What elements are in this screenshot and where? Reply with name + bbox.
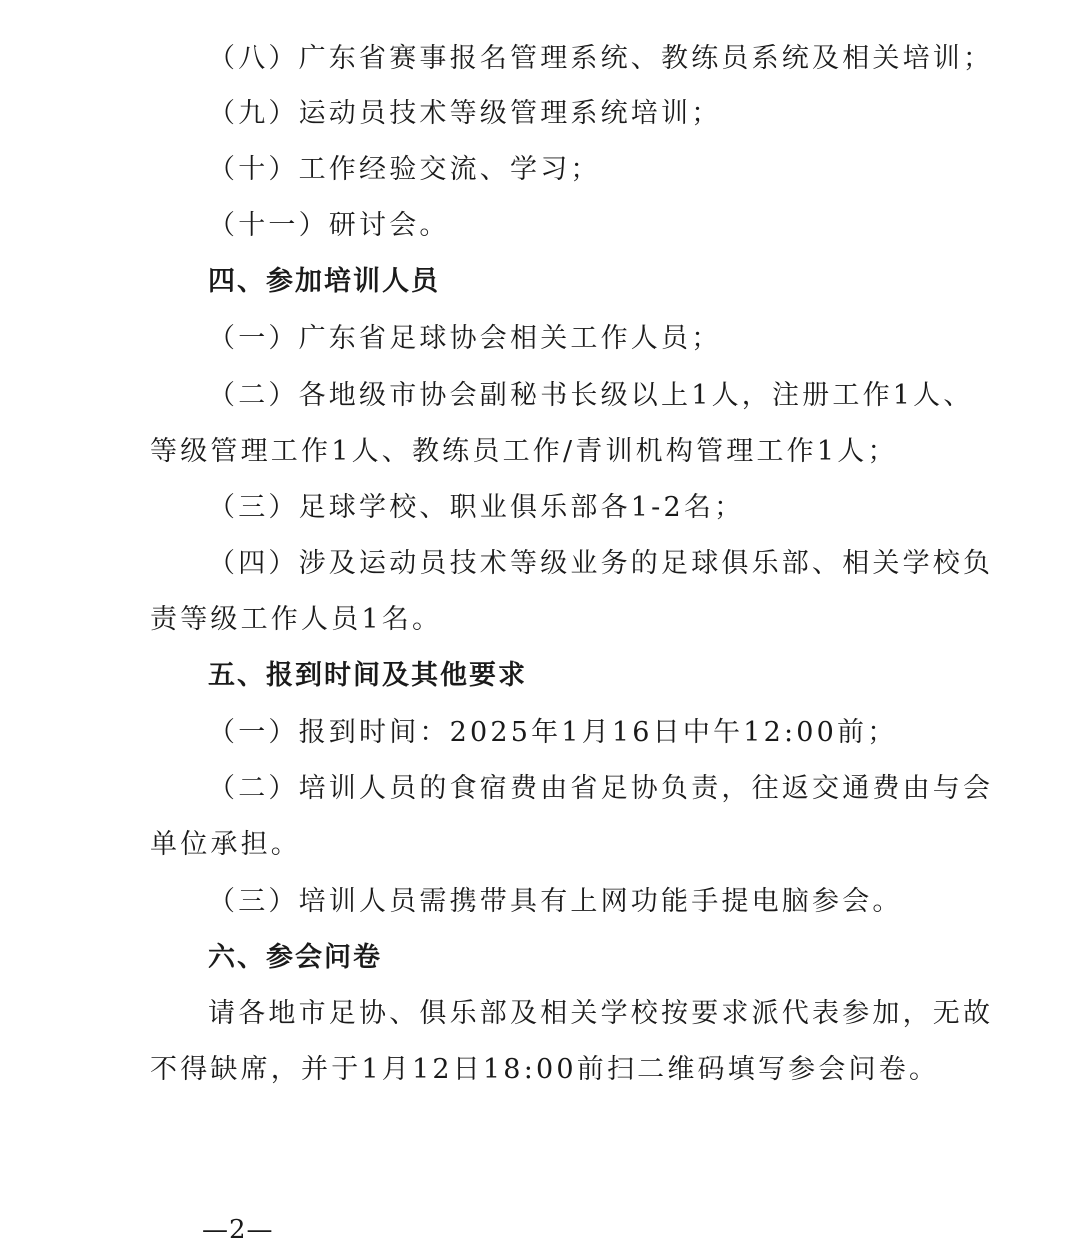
requirements-item-1: （一）报到时间：2025年1月16日中午12:00前； xyxy=(208,717,898,748)
participants-item-2-line-1: （二）各地级市协会副秘书长级以上1人，注册工作1人、 xyxy=(208,380,974,411)
participants-item-4-line-2: 责等级工作人员1名。 xyxy=(150,604,443,635)
item-11-seminar: （十一）研讨会。 xyxy=(208,210,450,241)
page-number: —2— xyxy=(202,1215,274,1245)
requirements-item-2-line-1: （二）培训人员的食宿费由省足协负责，往返交通费由与会 xyxy=(208,773,994,804)
section-heading-4: 四、参加培训人员 xyxy=(208,266,440,297)
item-8-training: （八）广东省赛事报名管理系统、教练员系统及相关培训； xyxy=(208,43,994,74)
participants-item-1: （一）广东省足球协会相关工作人员； xyxy=(208,323,722,354)
requirements-item-3: （三）培训人员需携带具有上网功能手提电脑参会。 xyxy=(208,886,903,917)
questionnaire-paragraph-line-2: 不得缺席，并于1月12日18:00前扫二维码填写参会问卷。 xyxy=(150,1054,940,1085)
requirements-item-2-line-2: 单位承担。 xyxy=(150,829,301,860)
section-heading-6: 六、参会问卷 xyxy=(208,942,382,973)
participants-item-4-line-1: （四）涉及运动员技术等级业务的足球俱乐部、相关学校负 xyxy=(208,548,994,579)
section-heading-5: 五、报到时间及其他要求 xyxy=(208,660,527,691)
participants-item-3: （三）足球学校、职业俱乐部各1-2名； xyxy=(208,492,745,523)
participants-item-2-line-2: 等级管理工作1人、教练员工作/青训机构管理工作1人； xyxy=(150,436,898,467)
questionnaire-paragraph-line-1: 请各地市足协、俱乐部及相关学校按要求派代表参加，无故 xyxy=(208,998,994,1029)
item-10-exchange: （十）工作经验交流、学习； xyxy=(208,154,601,185)
item-9-training: （九）运动员技术等级管理系统培训； xyxy=(208,98,722,129)
